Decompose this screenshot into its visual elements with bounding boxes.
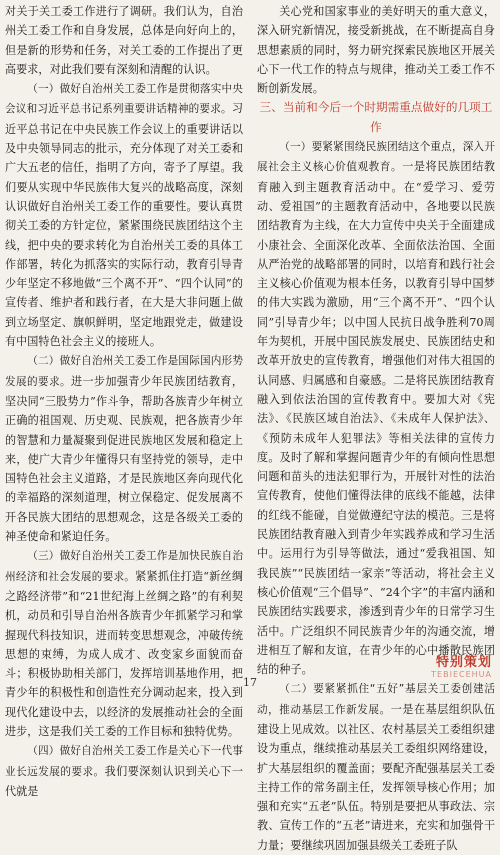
subheading: （三）做好自治州关工委工作是加快民族自治州经济和社会发展的要求。 — [5, 550, 243, 583]
paragraph: 关心党和国家事业的美好明天的重大意义，深入研究新情况，接受新挑战，在不断提高自身思想素质的同时，努力研究探索民族地区开展关心下一代工作的特点与规律，推动关工委工作不断创新发展。 — [257, 5, 495, 96]
subheading: （二）做好自治州关工委工作是国际国内形势发展的要求。 — [5, 355, 243, 388]
subheading: （一）做好自治州关工委工作是贯彻落实中央会议和习近平总书记系列重要讲话精神的要求。 — [5, 83, 243, 116]
brand-title: 特别策划 — [435, 655, 492, 670]
paragraph — [5, 351, 243, 546]
subheading: （四）做好自治州关工委工作是关心下一代事业长远发展的要求。 — [5, 745, 243, 778]
paragraph-body: 一是在基层组织队伍建设上见成效。以社区、农村基层关工委组织建设为重点，继续推动基层关工委组织网络建设，扩大基层组织的覆盖面；要配齐配强基层关工委主持工作的常务副主任，发挥领导核心作用；加强和充实“五老”队伍。特别是要把从事政法、宗教、宣传工作的“五老”请进来，充实和加强骨干力量；要继续巩固加强县级关工委班子队 — [257, 702, 496, 852]
subheading: （一）要紧紧围绕民族团结这个重点，深入开展社会主义核心价值观教育。 — [257, 141, 495, 174]
section-heading: 三、当前和今后一个时期需重点做好的几项工作 — [259, 100, 493, 134]
paragraph — [257, 679, 495, 855]
paragraph — [5, 79, 243, 351]
paragraph — [5, 741, 243, 801]
section-brand — [431, 651, 492, 679]
paragraph-body: 进一步加强青少年民族团结教育，坚决同“三股势力”作斗争，帮助各族青少年树立正确的祖国观、历史观、民族观，把各族青少年的智慧和力量凝聚到促进民族地区发展和稳定上来，使广大青少年懂得只有坚持党的领导，走中国特色社会主义道路，才是民族地区奔向现代化的幸福路的深刻道理，树立保稳定、促发展离不开各民族大团结的思想观念，这是各级关工委的神圣使命和紧迫任务。 — [5, 374, 243, 544]
brand-subtitle: TEBIECEHUA — [431, 670, 492, 679]
paragraph-body: 习近平总书记在中央民族工作会议上的重要讲话以及中央领导同志的批示，充分体现了对关工委和广大五老的信任，指明了方向，寄予了厚望。我们要从实现中华民族伟大复兴的战略高度，深刻认识做好自治州关工委工作的重要性。要认真贯彻关工委的方针定位，紧紧围绕民族团结这个主线，把中央的要求转化为自治州关工委的具体工作部署，转化为抓落实的实际行动，教育引导青少年坚定不移地做“三个离不开”、“四个认同”的宣传者、维护者和践行者，在大是大非问题上做到立场坚定、旗帜鲜明，坚定地跟党走，做建设有中国特色社会主义的接班人。 — [5, 102, 243, 349]
right-column — [257, 2, 495, 855]
page-number: 17 — [243, 676, 257, 689]
paragraph-body: 一是将民族团结教育融入到主题教育活动中。在“爱学习、爱劳动、爱祖国”的主题教育活动中，各地要以民族团结教育为主线，在大力宣传中央关于全面建成小康社会、全面深化改革、全面依法治国、全面从严治党的战略部署的同时，以培育和践行社会主义核心价值观为根本任务，以教育引导中国梦的伟大实践为激励，用“三个离不开”、“四个认同”引导青少年；以中国人民抗日战争胜利70周年为契机，开展中国民族发展史、民族团结史和改革开放史的宣传教育，增强他们对伟大祖国的认同感、归属感和自豪感。二是将民族团结教育融入到依法治国的宣传教育中。要加大对《宪法》、《民族区域自治法》、《未成年人保护法》、《预防未成年人犯罪法》等相关法律的宣传力度。及时了解和掌握问题青少年的有倾向性思想问题和苗头的违法犯罪行为，开展针对性的法治宣传教育，使他们懂得法律的底线不能越，法律的红线不能碰，自觉做遵纪守法的模范。三是将民族团结教育融入到青少年实践养成和学习生活中。运用行为引导等做法，通过“爱我祖国、知我民族”“民族团结一家亲”等活动，将社会主义核心价值观“三个倡导”、“24个字”的丰富内涵和民族团结实践要求，渗透到青少年的日常学习生活中。广泛组织不同民族青少年的沟通交流，增进相互了解和友谊，在青少年的心中播散民族团结的种子。 — [257, 160, 496, 677]
paragraph-body: 我们要深刻认识到关心下一代就是 — [5, 764, 243, 798]
paragraph — [5, 546, 243, 741]
paragraph-body: 紧紧抓住打造“新丝绸之路经济带”和“21世纪海上丝绸之路”的有利契机，动员和引导自治州各族青少年抓紧学习和掌握现代科技知识，进而转变思想观念，冲破传统思想的束缚，为成人成才、改变家乡面貌而奋斗；积极协助相关部门，发挥培训基地作用，把青少年的积极性和创造性充分调动起来，投入到现代化建设中去，以经济的发展推动社会的全面进步，这是我们关工委的工作目标和独特优势。 — [5, 569, 243, 738]
subheading: （二）要紧紧抓住“五好”基层关工委创建活动，推动基层工作新发展。 — [257, 683, 495, 716]
paragraph: 对关于关工委工作进行了调研。我们认为，自治州关工委工作和自身发展，总体是向好向上的，但是新的形势和任务，对关工委的工作提出了更高要求，对此我们要有深刻和清醒的认识。 — [5, 5, 243, 76]
paragraph — [257, 137, 495, 679]
